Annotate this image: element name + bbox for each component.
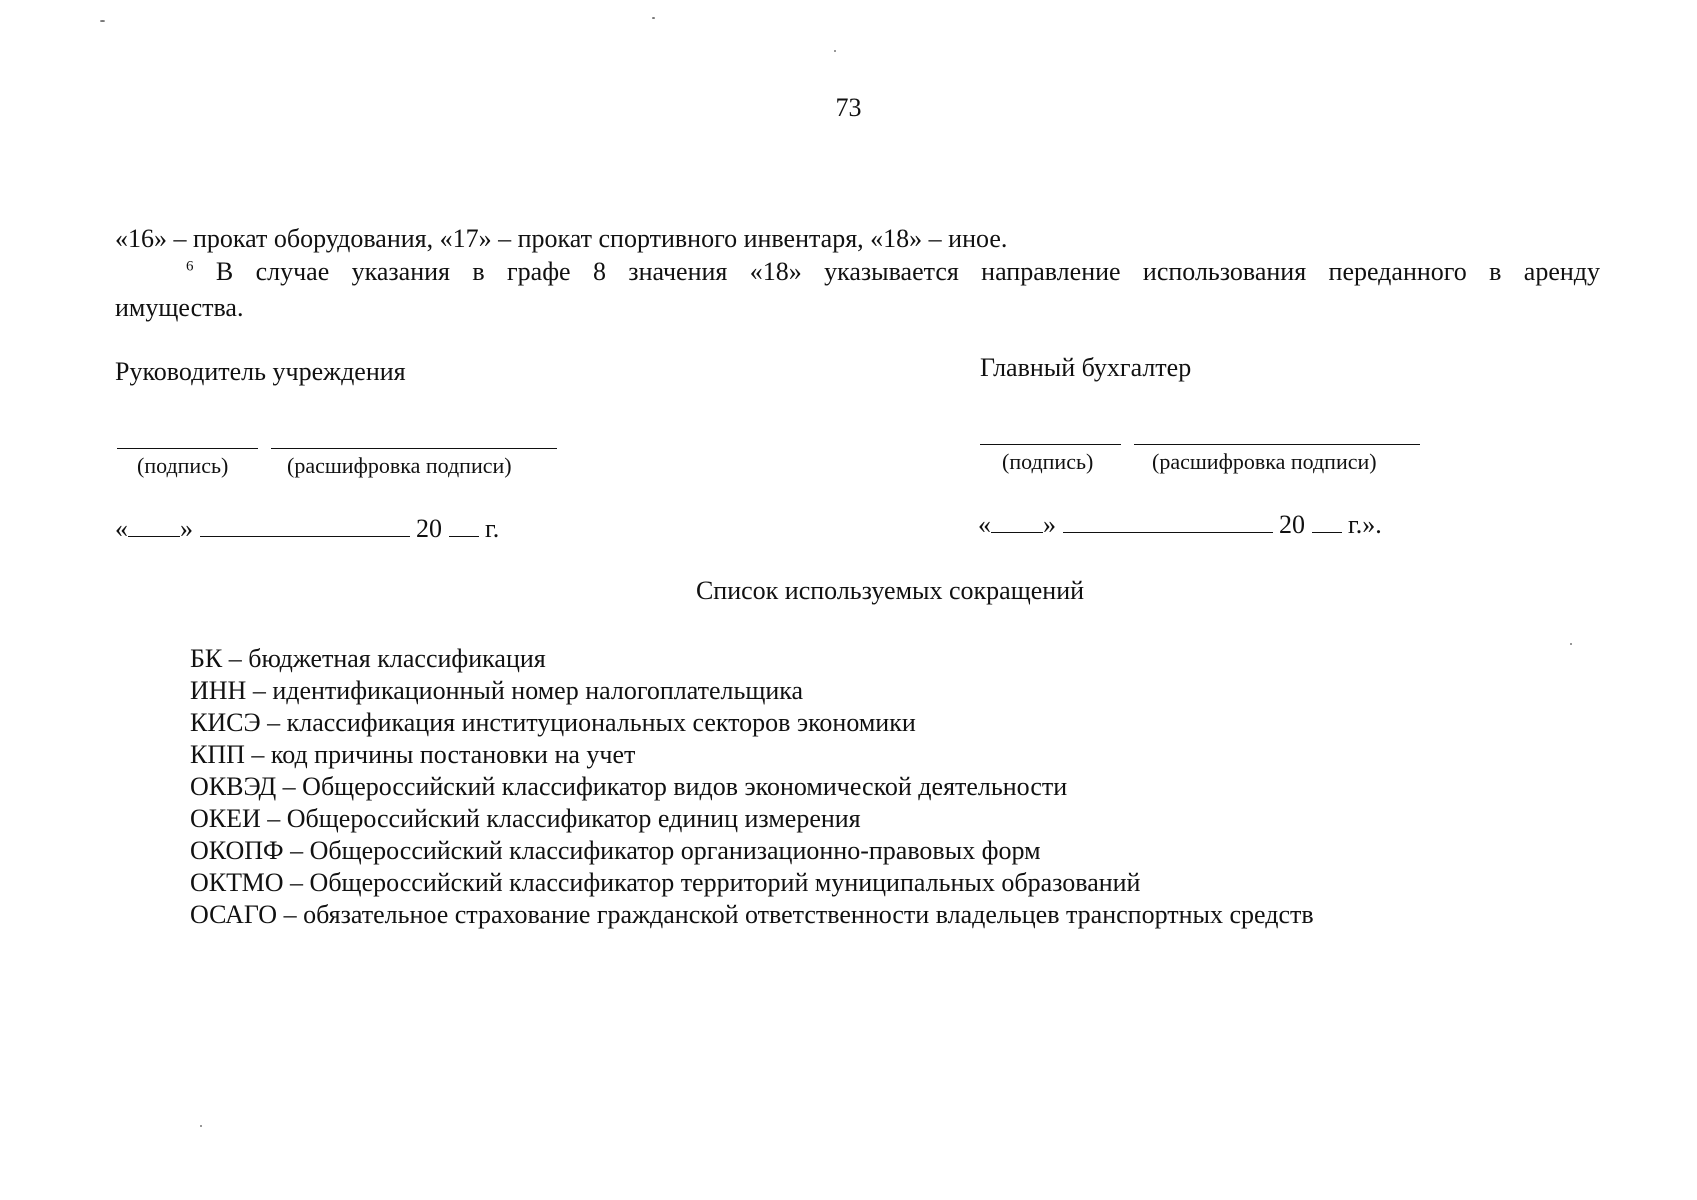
footnote-marker: 6 — [186, 258, 194, 275]
page-number: 73 — [835, 93, 862, 122]
abbreviation-item: КПП – код причины постановки на учет — [190, 740, 636, 769]
left-signature-line — [117, 448, 258, 449]
scan-speck — [1570, 643, 1572, 645]
left-year-blank — [449, 516, 479, 537]
footnote-text: В случае указания в графе 8 значения «18» указывается направление использования переданного в аренду — [215, 257, 1601, 286]
right-date-line — [978, 512, 1382, 538]
right-day-blank — [991, 512, 1043, 533]
left-date-open-quote: « — [115, 514, 128, 543]
right-decoding-caption: (расшифровка подписи) — [1152, 449, 1377, 474]
left-date-suffix: г. — [485, 514, 500, 543]
abbreviation-item: ОКЕИ – Общероссийский классификатор единиц измерения — [190, 804, 861, 833]
footnote-line-2: имущества. — [115, 293, 244, 322]
right-signer-title: Главный бухгалтер — [980, 353, 1192, 382]
scan-speck — [652, 17, 655, 19]
abbreviation-item: ОСАГО – обязательное страхование гражданской ответственности владельцев транспортных средств — [190, 900, 1314, 929]
right-signature-caption: (подпись) — [1002, 449, 1094, 474]
right-date-close-quote: » — [1043, 510, 1056, 539]
right-month-blank — [1063, 512, 1273, 533]
right-signature-line — [980, 444, 1121, 445]
continuation-line: «16» – прокат оборудования, «17» – прокат спортивного инвентаря, «18» – иное. — [115, 224, 1008, 253]
left-date-line — [115, 516, 499, 542]
abbreviations-heading: Список используемых сокращений — [695, 576, 1085, 605]
right-date-suffix: г.». — [1348, 510, 1382, 539]
scan-speck — [834, 50, 836, 52]
left-signature-caption: (подпись) — [137, 453, 229, 478]
right-year-blank — [1312, 512, 1342, 533]
left-decoding-line — [271, 448, 557, 449]
abbreviation-item: ОКТМО – Общероссийский классификатор территорий муниципальных образований — [190, 868, 1141, 897]
left-decoding-caption: (расшифровка подписи) — [287, 453, 512, 478]
abbreviation-item: ОКОПФ – Общероссийский классификатор организационно-правовых форм — [190, 836, 1041, 865]
left-day-blank — [128, 516, 180, 537]
abbreviation-item: КИСЭ – классификация институциональных секторов экономики — [190, 708, 916, 737]
scan-speck — [200, 1125, 202, 1127]
abbreviation-item: ИНН – идентификационный номер налогоплательщика — [190, 676, 804, 705]
abbreviation-item: ОКВЭД – Общероссийский классификатор видов экономической деятельности — [190, 772, 1068, 801]
left-signer-title: Руководитель учреждения — [115, 357, 406, 386]
left-date-close-quote: » — [180, 514, 193, 543]
abbreviation-item: БК – бюджетная классификация — [190, 644, 546, 673]
right-date-open-quote: « — [978, 510, 991, 539]
scan-speck — [100, 20, 105, 22]
left-month-blank — [200, 516, 410, 537]
footnote-line-1 — [186, 259, 1600, 285]
left-date-year: 20 — [416, 514, 442, 543]
right-decoding-line — [1134, 444, 1420, 445]
right-date-year: 20 — [1279, 510, 1305, 539]
